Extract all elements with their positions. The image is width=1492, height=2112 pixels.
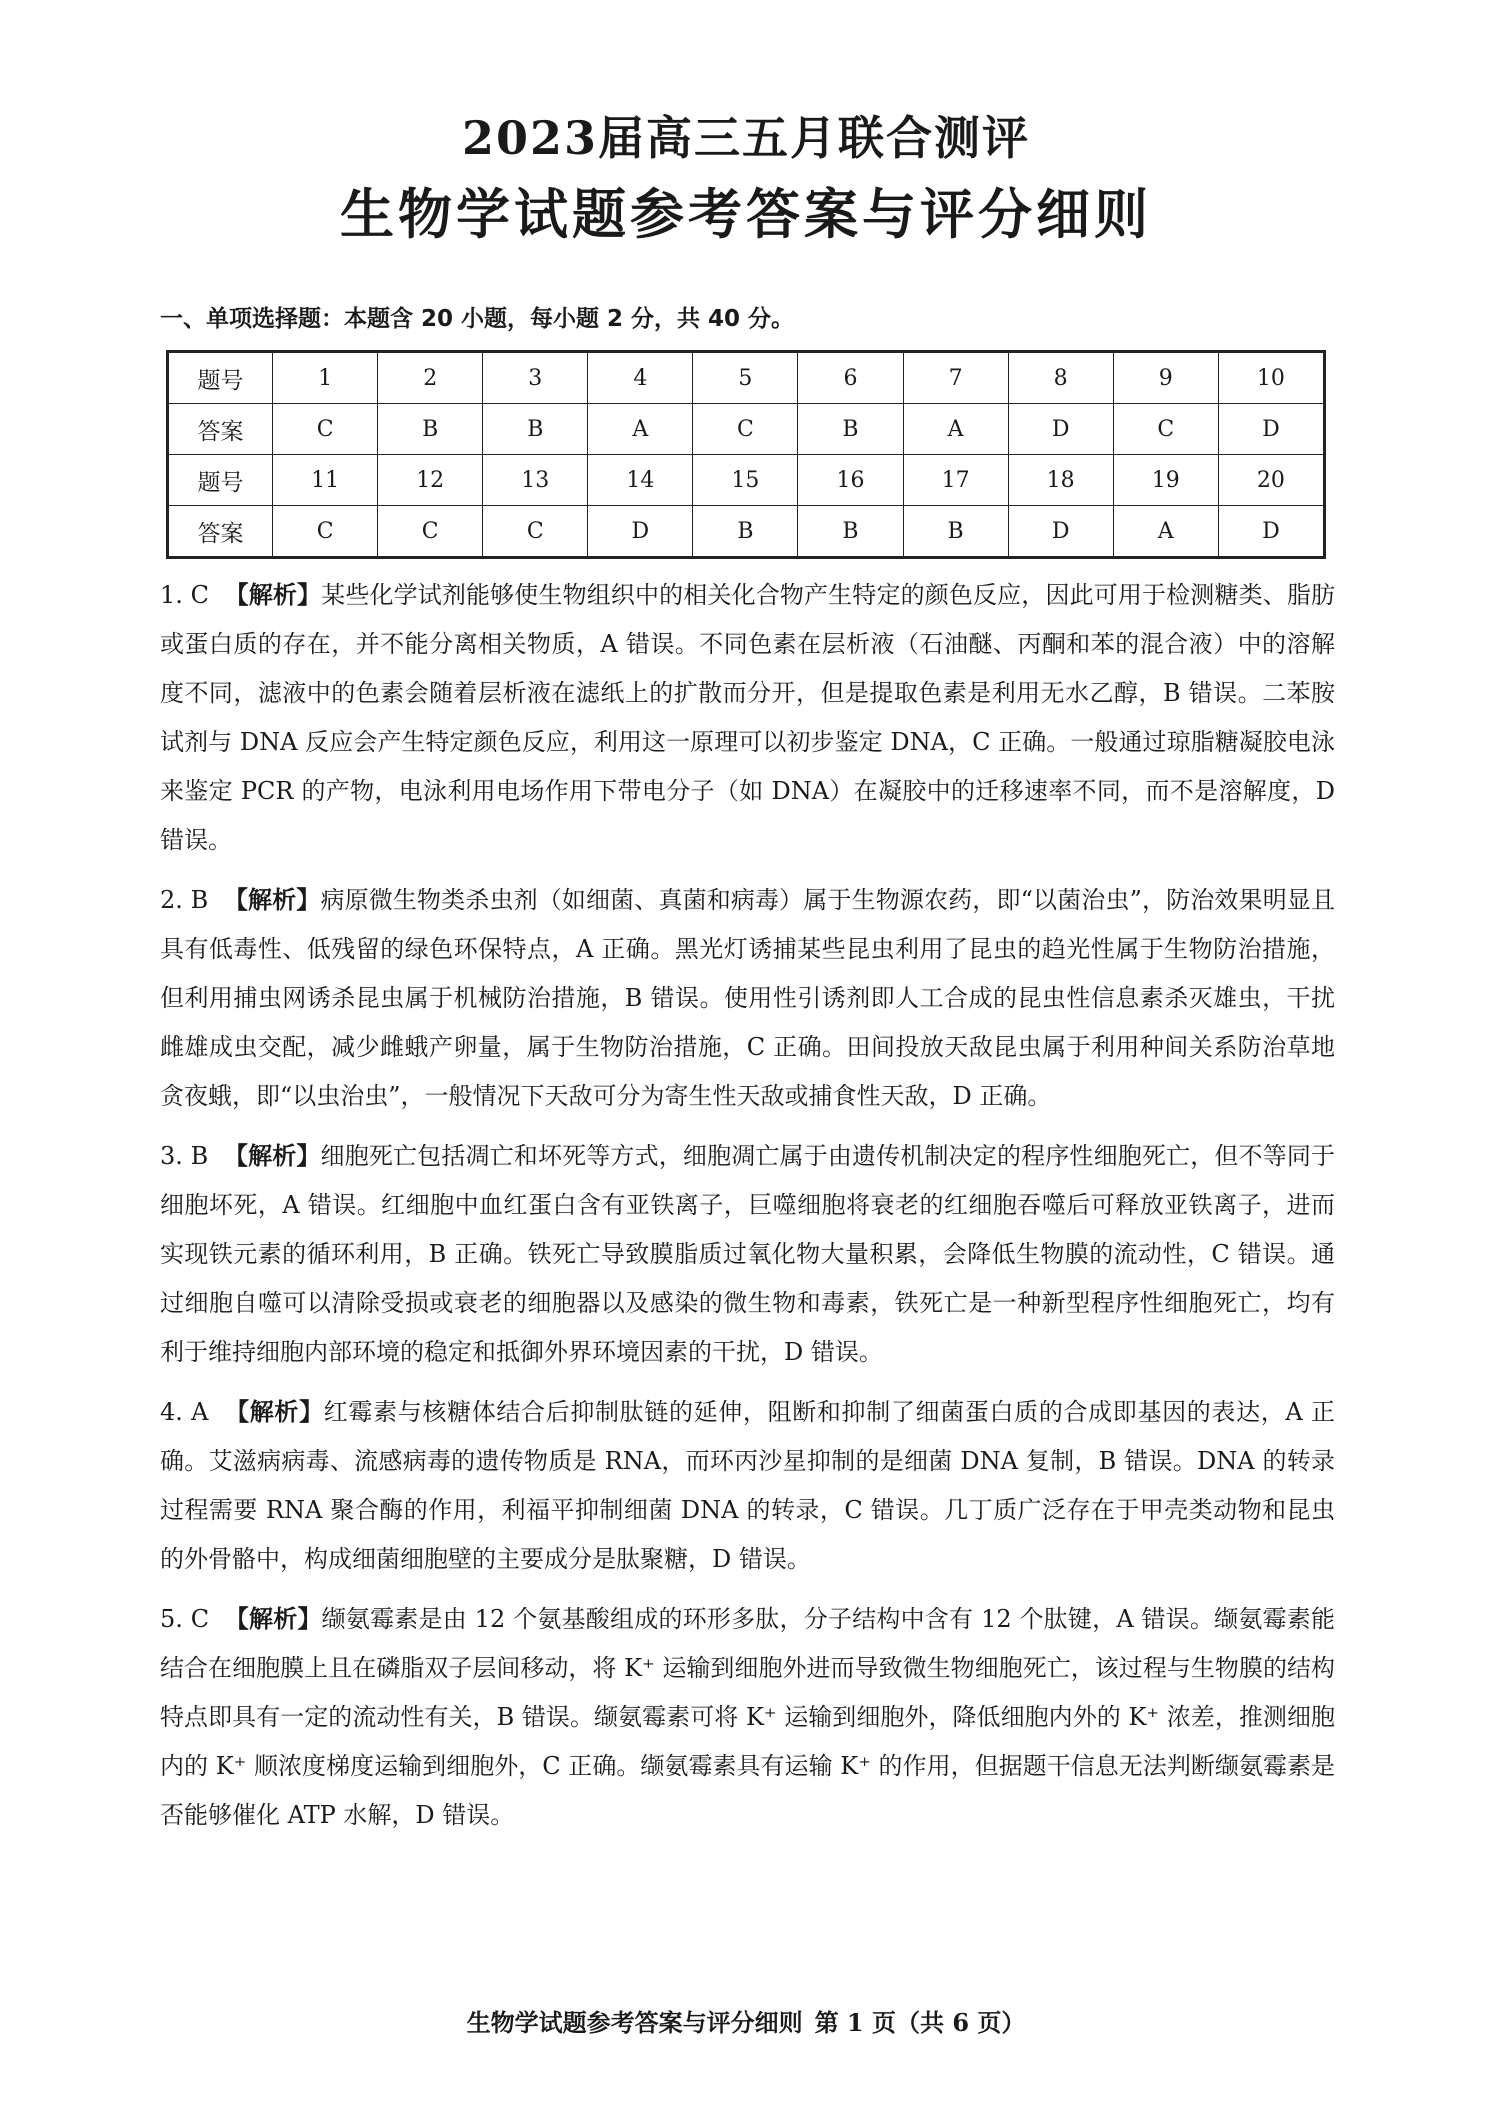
answer-cell: A — [1113, 506, 1218, 558]
explanation-item-1 — [160, 570, 1335, 865]
question-number-cell: 20 — [1218, 455, 1324, 506]
question-number-cell: 16 — [798, 455, 903, 506]
answer-cell: B — [693, 506, 798, 558]
analysis-tag: 【解析】 — [224, 580, 322, 609]
question-number-cell: 10 — [1218, 352, 1324, 404]
answer-cell: A — [903, 404, 1008, 455]
explanation-item-5 — [160, 1594, 1335, 1840]
question-number-cell: 2 — [378, 352, 483, 404]
explanation-list — [160, 570, 1335, 1850]
question-number-cell: 14 — [588, 455, 693, 506]
answer-cell: C — [1113, 404, 1218, 455]
section-heading: 一、单项选择题：本题含 20 小题，每小题 2 分，共 40 分。 — [160, 306, 795, 332]
question-number-cell: 13 — [483, 455, 588, 506]
answer-cell: B — [483, 404, 588, 455]
question-number-cell: 12 — [378, 455, 483, 506]
table-row-answers-2 — [168, 506, 1325, 558]
question-number-cell: 1 — [273, 352, 378, 404]
answer-cell: B — [378, 404, 483, 455]
answer-cell: D — [588, 506, 693, 558]
answer-cell: B — [798, 506, 903, 558]
question-answer-label: 1. C — [160, 581, 210, 609]
answer-cell: B — [903, 506, 1008, 558]
question-number-cell: 4 — [588, 352, 693, 404]
question-number-cell: 19 — [1113, 455, 1218, 506]
explanation-item-2 — [160, 875, 1335, 1121]
question-answer-label: 4. A — [160, 1398, 209, 1426]
analysis-tag: 【解析】 — [225, 1397, 324, 1426]
question-number-cell: 6 — [798, 352, 903, 404]
explanation-text: 红霉素与核糖体结合后抑制肽链的延伸，阻断和抑制了细菌蛋白质的合成即基因的表达，A 正确。艾滋病病毒、流感病毒的遗传物质是 RNA，而环丙沙星抑制的是细菌 DNA 复制，B 错误。DNA 的转录过程需要 RNA 聚合酶的作用，利福平抑制细菌 DNA 的转录，C 错误。几丁质广泛存在于甲壳类动物和昆虫的外骨骼中，构成细菌细胞壁的主要成分是肽聚糖，D 错误。 — [160, 1398, 1336, 1573]
row-label-question: 题号 — [168, 352, 273, 404]
footer-document-name: 生物学试题参考答案与评分细则 — [466, 2008, 803, 2037]
table-row-answers-1 — [168, 404, 1325, 455]
footer-page-number: 第 1 页（共 6 页） — [814, 2008, 1026, 2037]
explanation-item-3 — [160, 1131, 1335, 1377]
analysis-tag: 【解析】 — [223, 885, 321, 914]
question-number-cell: 8 — [1008, 352, 1113, 404]
question-number-cell: 7 — [903, 352, 1008, 404]
row-label-answer: 答案 — [168, 404, 273, 455]
answer-cell: B — [798, 404, 903, 455]
question-number-cell: 3 — [483, 352, 588, 404]
answer-cell: D — [1008, 404, 1113, 455]
explanation-text: 缬氨霉素是由 12 个氨基酸组成的环形多肽，分子结构中含有 12 个肽键，A 错误。缬氨霉素能结合在细胞膜上且在磷脂双子层间移动，将 K⁺ 运输到细胞外进而导致微生物细胞死亡，该过程与生物膜的结构特点即具有一定的流动性有关，B 错误。缬氨霉素可将 K⁺ 运输到细胞外，降低细胞内外的 K⁺ 浓差，推测细胞内的 K⁺ 顺浓度梯度运输到细胞外，C 正确。缬氨霉素具有运输 K⁺ 的作用，但据题干信息无法判断缬氨霉素是否能够催化 ATP 水解，D 错误。 — [160, 1605, 1335, 1829]
explanation-item-4 — [160, 1387, 1335, 1584]
answer-cell: C — [483, 506, 588, 558]
document-title: 生物学试题参考答案与评分细则 — [340, 183, 1152, 246]
answer-cell: D — [1218, 506, 1324, 558]
question-number-cell: 9 — [1113, 352, 1218, 404]
answer-cell: D — [1008, 506, 1113, 558]
row-label-answer: 答案 — [168, 506, 273, 558]
explanation-text: 病原微生物类杀虫剂（如细菌、真菌和病毒）属于生物源农药，即“以菌治虫”，防治效果明显且具有低毒性、低残留的绿色环保特点，A 正确。黑光灯诱捕某些昆虫利用了昆虫的趋光性属于生物防治措施，但利用捕虫网诱杀昆虫属于机械防治措施，B 错误。使用性引诱剂即人工合成的昆虫性信息素杀灭雄虫，干扰雌雄成虫交配，减少雌蛾产卵量，属于生物防治措施，C 正确。田间投放天敌昆虫属于利用种间关系防治草地贪夜蛾，即“以虫治虫”，一般情况下天敌可分为寄生性天敌或捕食性天敌，D 正确。 — [160, 886, 1335, 1110]
question-number-cell: 15 — [693, 455, 798, 506]
table-row-question-numbers-1 — [168, 352, 1325, 404]
analysis-tag: 【解析】 — [223, 1141, 321, 1170]
explanation-text: 细胞死亡包括凋亡和坏死等方式，细胞凋亡属于由遗传机制决定的程序性细胞死亡，但不等同于细胞坏死，A 错误。红细胞中血红蛋白含有亚铁离子，巨噬细胞将衰老的红细胞吞噬后可释放亚铁离子，进而实现铁元素的循环利用，B 正确。铁死亡导致膜脂质过氧化物大量积累，会降低生物膜的流动性，C 错误。通过细胞自噬可以清除受损或衰老的细胞器以及感染的微生物和毒素，铁死亡是一种新型程序性细胞死亡，均有利于维持细胞内部环境的稳定和抵御外界环境因素的干扰，D 错误。 — [160, 1142, 1336, 1366]
answer-table — [166, 350, 1326, 559]
answer-cell: C — [378, 506, 483, 558]
answer-cell: C — [273, 506, 378, 558]
analysis-tag: 【解析】 — [224, 1604, 322, 1633]
page-footer — [0, 2005, 1492, 2041]
question-number-cell: 5 — [693, 352, 798, 404]
explanation-text: 某些化学试剂能够使生物组织中的相关化合物产生特定的颜色反应，因此可用于检测糖类、脂肪或蛋白质的存在，并不能分离相关物质，A 错误。不同色素在层析液（石油醚、丙酮和苯的混合液）中的溶解度不同，滤液中的色素会随着层析液在滤纸上的扩散而分开，但是提取色素是利用无水乙醇，B 错误。二苯胺试剂与 DNA 反应会产生特定颜色反应，利用这一原理可以初步鉴定 DNA，C 正确。一般通过琼脂糖凝胶电泳来鉴定 PCR 的产物，电泳利用电场作用下带电分子（如 DNA）在凝胶中的迁移速率不同，而不是溶解度，D 错误。 — [160, 581, 1336, 854]
question-answer-label: 2. B — [160, 886, 209, 914]
answer-cell: C — [693, 404, 798, 455]
exam-title: 2023届高三五月联合测评 — [461, 111, 1031, 165]
answer-cell: A — [588, 404, 693, 455]
row-label-question: 题号 — [168, 455, 273, 506]
question-number-cell: 18 — [1008, 455, 1113, 506]
question-answer-label: 3. B — [160, 1142, 209, 1170]
question-answer-label: 5. C — [160, 1605, 210, 1633]
question-number-cell: 17 — [903, 455, 1008, 506]
answer-cell: C — [273, 404, 378, 455]
answer-cell: D — [1218, 404, 1324, 455]
table-row-question-numbers-2 — [168, 455, 1325, 506]
question-number-cell: 11 — [273, 455, 378, 506]
